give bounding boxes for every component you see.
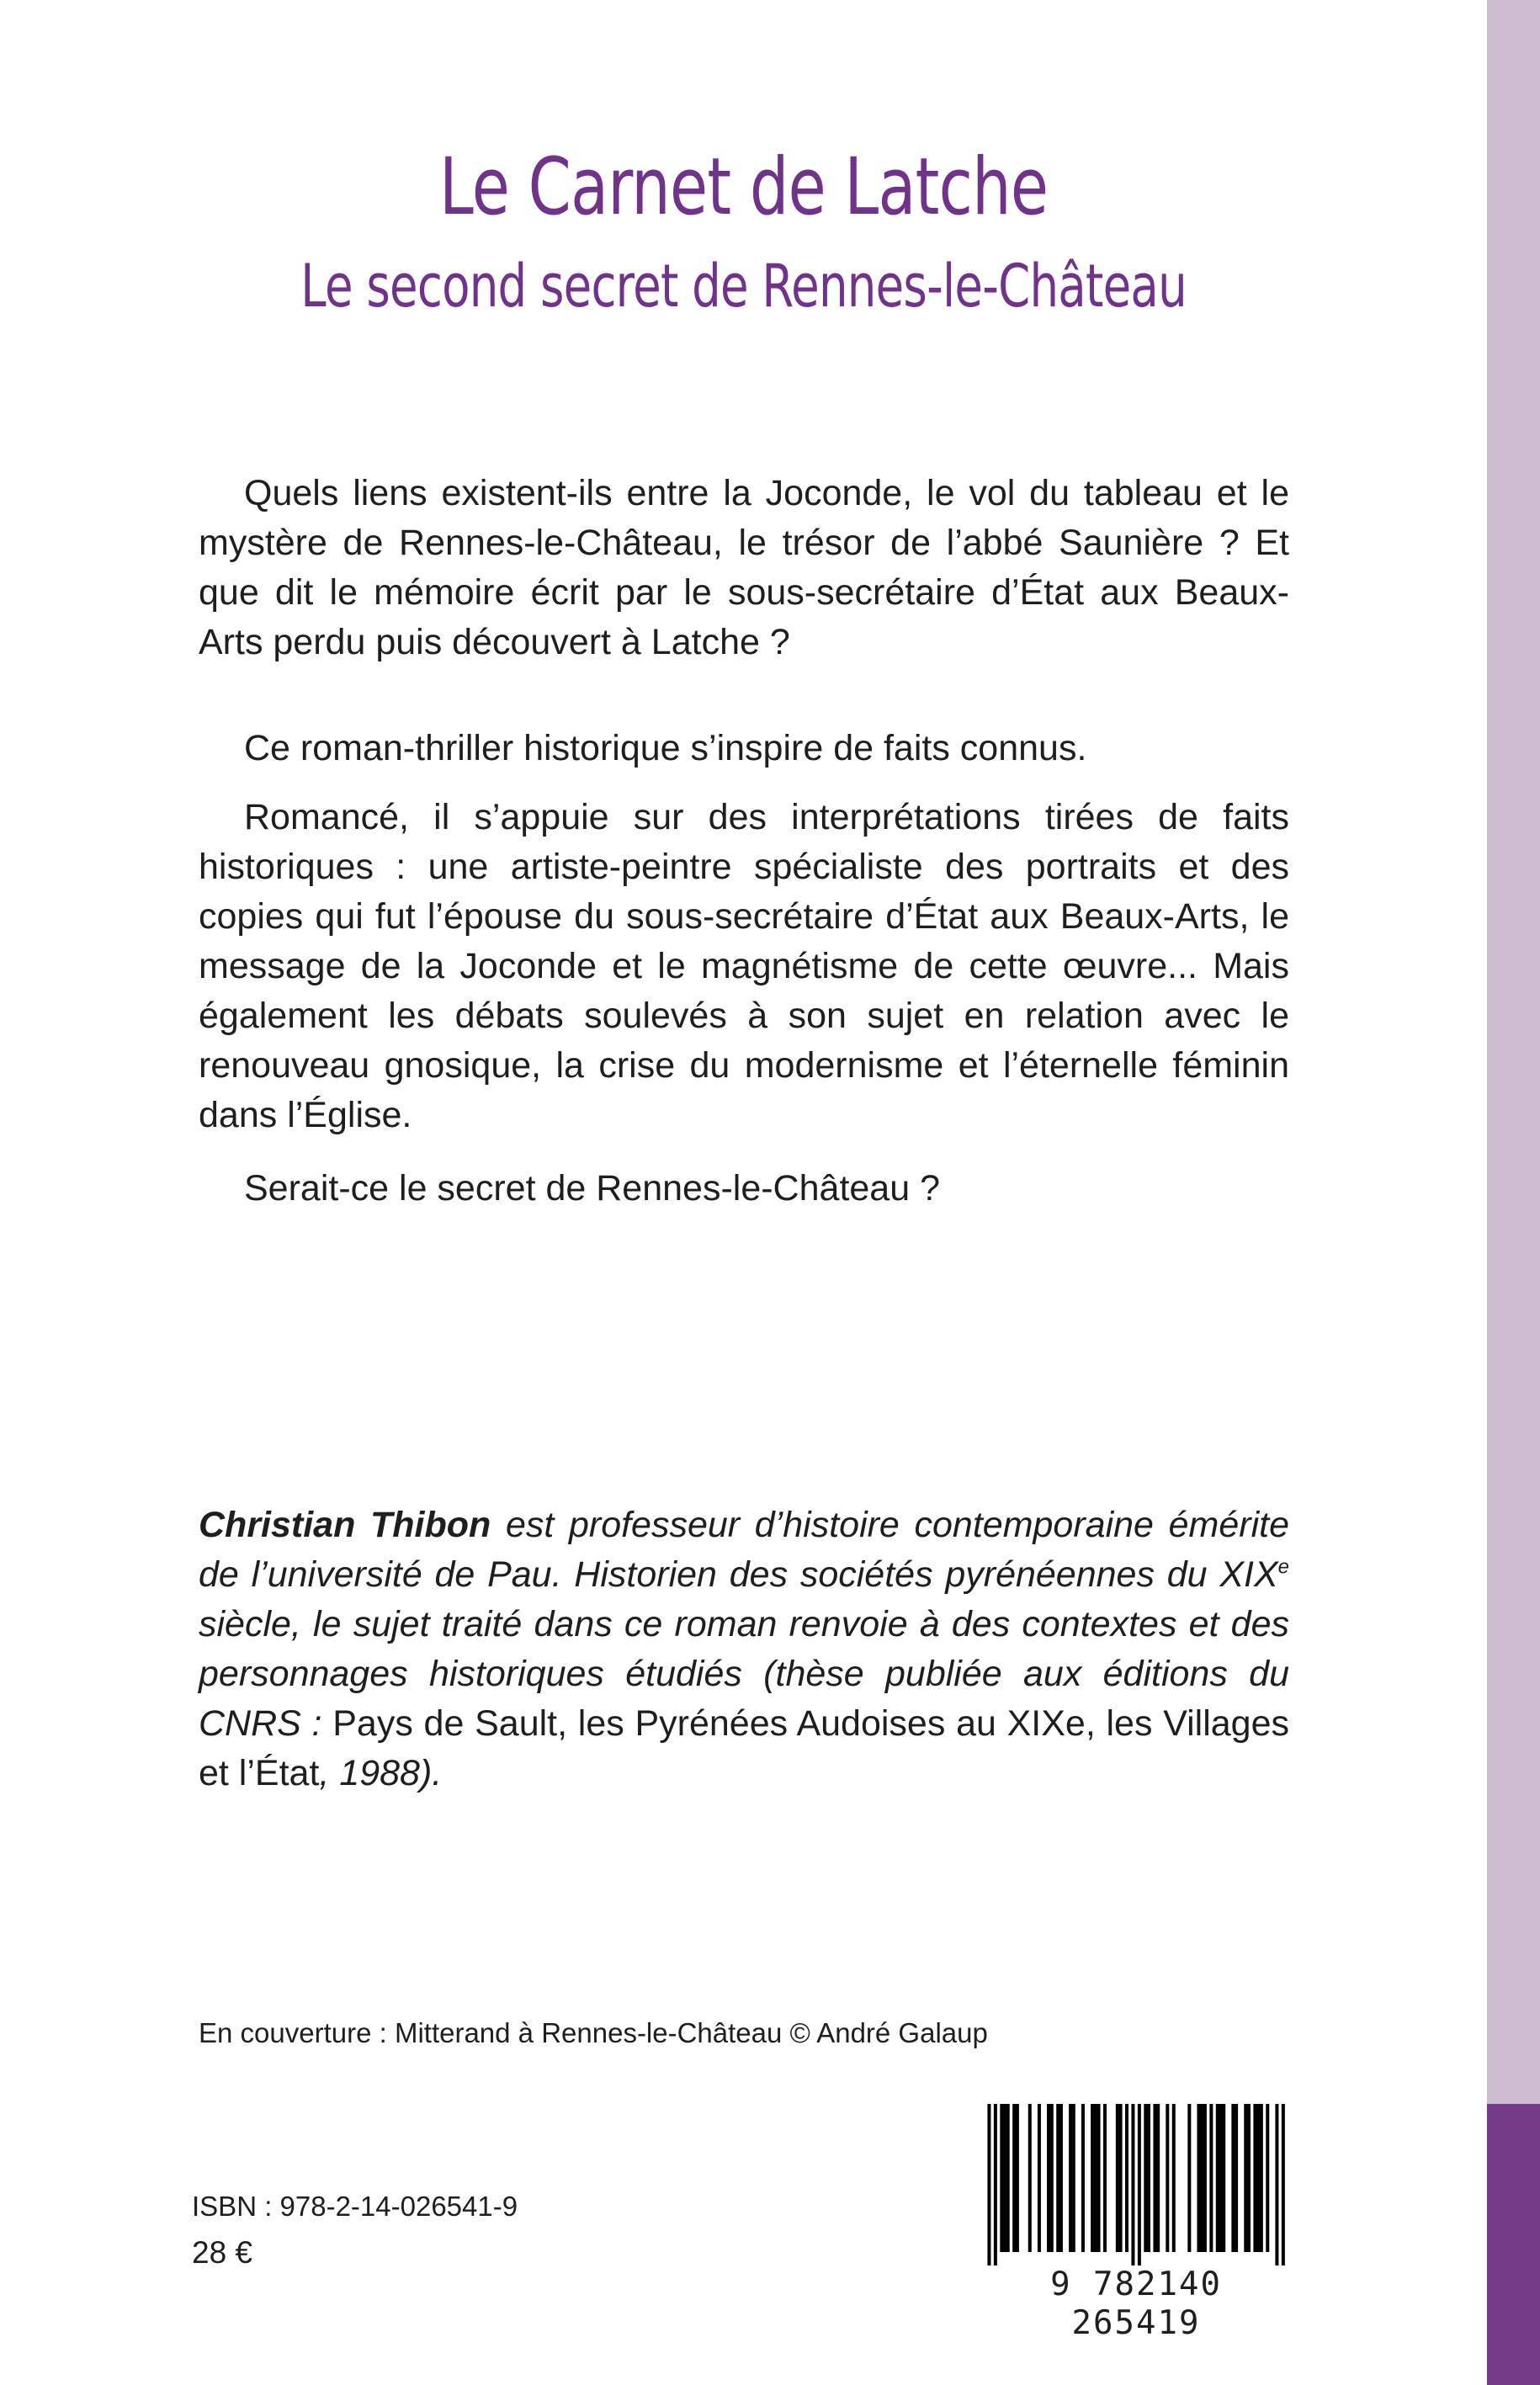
barcode-bar (994, 2104, 997, 2265)
barcode-bar (1216, 2104, 1219, 2252)
barcode-bar (1244, 2104, 1247, 2252)
barcode-bar (1125, 2104, 1128, 2252)
barcode-bar (1038, 2104, 1041, 2252)
barcode-bar (1266, 2104, 1269, 2252)
barcode-bar (1016, 2104, 1019, 2252)
price: 28 € (192, 2235, 253, 2270)
barcode-bar (1219, 2104, 1223, 2252)
barcode-bar (1200, 2104, 1203, 2252)
cover-credit: En couverture : Mitterand à Rennes-le-Château © André Galaup (199, 2017, 988, 2048)
author-bio-part-1: est professeur d’histoire contemporaine émérite de l’université de Pau. Historien des sociétés pyrénéennes du XIX (199, 1505, 1289, 1595)
barcode-bar (1056, 2104, 1059, 2252)
blurb-paragraph-4: Serait-ce le secret de Rennes-le-Château ? (244, 1168, 940, 1208)
book-title: Le Carnet de Latche (439, 141, 1049, 233)
barcode-bar (1081, 2104, 1085, 2252)
century-superscript: e (1277, 1555, 1289, 1579)
barcode-bar (1144, 2104, 1147, 2252)
barcode-bar (1209, 2104, 1213, 2252)
author-name: Christian Thibon (199, 1505, 491, 1545)
barcode-bar (1260, 2104, 1263, 2252)
barcode-bar (1153, 2104, 1156, 2252)
barcode-bar (1275, 2104, 1278, 2265)
barcode-bar (1006, 2104, 1010, 2252)
author-bio (199, 1501, 1289, 1798)
barcode-bar (1097, 2104, 1101, 2252)
spine-dark-band (1487, 2104, 1540, 2385)
blurb-paragraph-2: Ce roman-thriller historique s’inspire de faits connus. (244, 728, 1087, 768)
isbn: ISBN : 978-2-14-026541-9 (192, 2191, 518, 2222)
barcode-bar (1103, 2104, 1107, 2252)
blurb-paragraph-3: Romancé, il s’appuie sur des interprétations tirées de faits historiques : une artiste-peintre spécialiste des portraits et des copies qui fut l’épouse du sous-secrétaire d’État aux Beaux-Arts, le message de la Joconde et le magnétisme de cette œuvre... Mais également les débats soulevés à son sujet en relation avec le renouveau gnosique, la crise du modernisme et l’éternelle féminin dans l’Église. (199, 797, 1289, 1135)
thesis-title: Pays de Sault, les Pyrénées Audoises au XIXe, les Villages et l’État (199, 1703, 1289, 1793)
blurb-paragraph-1: Quels liens existent-ils entre la Joconde, le vol du tableau et le mystère de Rennes-le-Château, le trésor de l’abbé Saunière ? Et que dit le mémoire écrit par le sous-secrétaire d’État aux Beaux-Arts perdu puis découvert à Latche ? (199, 473, 1289, 662)
barcode-bar (1282, 2104, 1285, 2265)
barcode-bar (1116, 2104, 1119, 2252)
barcode (981, 2104, 1291, 2342)
author-bio-end: , 1988). (319, 1753, 443, 1793)
barcode-bar (1091, 2104, 1094, 2252)
barcode-bar (987, 2104, 990, 2265)
barcode-bar (1069, 2104, 1072, 2252)
barcode-bar (1131, 2104, 1134, 2265)
barcode-bar (1187, 2104, 1191, 2252)
barcode-bars (981, 2104, 1291, 2265)
author-bio-part-2: siècle, le sujet traité dans ce roman renvoie à des contextes et des personnages historiques étudiés (thèse publiée aux éditions du CNRS : (199, 1604, 1289, 1744)
barcode-bar (1047, 2104, 1050, 2252)
barcode-bar (1197, 2104, 1200, 2252)
barcode-bar (1235, 2104, 1238, 2252)
barcode-bar (1147, 2104, 1150, 2252)
barcode-bar (1222, 2104, 1225, 2252)
barcode-bar (1203, 2104, 1207, 2252)
spine-light-band (1487, 0, 1540, 2104)
barcode-bar (1256, 2104, 1260, 2252)
barcode-bar (1138, 2104, 1141, 2265)
book-subtitle: Le second secret de Rennes-le-Château (300, 252, 1187, 321)
barcode-digits: 9 782140 265419 (1050, 2265, 1222, 2342)
barcode-bar (1172, 2104, 1176, 2252)
barcode-bar (1247, 2104, 1251, 2252)
barcode-bar (1231, 2104, 1235, 2252)
barcode-bar (1166, 2104, 1169, 2252)
barcode-bar (1059, 2104, 1063, 2252)
barcode-bar (1094, 2104, 1097, 2252)
barcode-bar (1003, 2104, 1006, 2252)
barcode-bar (1072, 2104, 1075, 2252)
barcode-bar (1000, 2104, 1003, 2252)
barcode-bar (1028, 2104, 1032, 2252)
barcode-bar (1119, 2104, 1123, 2252)
barcode-bar (1012, 2104, 1016, 2252)
barcode-bar (1253, 2104, 1256, 2252)
barcode-bar (1050, 2104, 1054, 2252)
barcode-bar (1156, 2104, 1160, 2252)
